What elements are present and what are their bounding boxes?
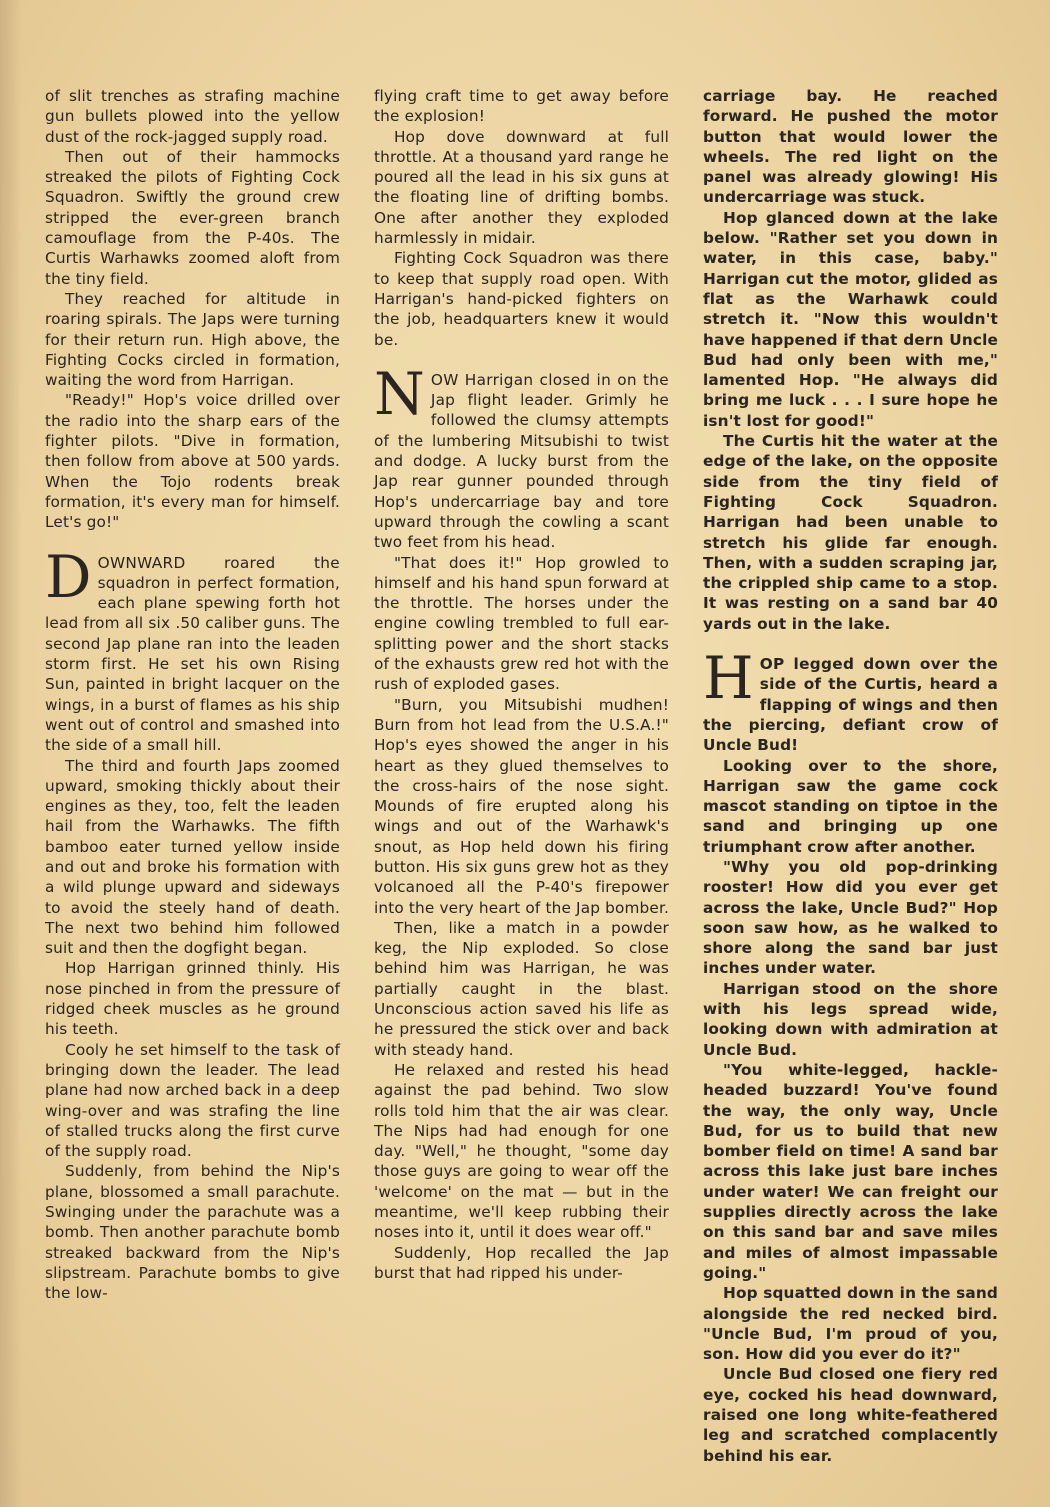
lead-in: OWNWARD roared the: [97, 553, 340, 572]
paragraph: Harrigan stood on the shore with his legs spread wide, looking down with admiration at Uncle Bud.: [703, 979, 998, 1059]
paragraph: carriage bay. He reached forward. He pushed the motor button that would lower the wheels. The red light on the panel was already glowing! His undercarriage was stuck.: [703, 87, 998, 207]
column-1: [45, 86, 340, 1466]
paragraph: "You white-legged, hackle-headed buzzard! You've found the way, the only way, Uncle Bud, for us to build that new bomber field on time! A sand bar across this lake just bare inches under water! We can freight our supplies directly across the lake on this sand bar and save miles and miles of almost impassable going.": [703, 1060, 998, 1282]
paragraph: Hop dove downward at full throttle. At a thousand yard range he poured all the lead in his six guns at the floating line of drifting bombs. One after another they exploded harmlessly in midair.: [374, 127, 669, 248]
paragraph: "Ready!" Hop's voice drilled over the radio into the sharp ears of the fighter pilots. "Dive in formation, then follow from above at 500 yards. When the Tojo rodents break formation, it's every man for himself. Let's go!": [45, 391, 340, 532]
lead-text: Jap flight leader. Grimly he followed the clumsy attempts of the lumbering Mitsubishi to twist and dodge. A lucky burst from the Jap rear gunner pounded through Hop's undercarriage bay and tore upward through the cowling a scant two feet from his head.: [374, 391, 669, 552]
lead-text: of the Curtis, heard a flapping of wings and then the piercing, defiant crow of Uncle Bud!: [703, 675, 998, 755]
lead-in: OW Harrigan closed in on the: [430, 370, 669, 389]
paragraph: Hop Harrigan grinned thinly. His nose pinched in from the pressure of ridged cheek muscles as he ground his teeth.: [45, 959, 340, 1039]
paragraph: flying craft time to get away before the explosion!: [374, 87, 669, 126]
paragraph: Looking over to the shore, Harrigan saw the game cock mascot standing on tiptoe in the sand and bringing up one triumphant crow after another.: [703, 756, 998, 856]
drop-cap: H: [703, 644, 754, 713]
section-now: [374, 359, 669, 1283]
paragraph: Fighting Cock Squadron was there to keep that supply road open. With Harrigan's hand-picked fighters on the job, headquarters knew it would be.: [374, 249, 669, 349]
paragraph: Hop squatted down in the sand alongside the red necked bird. "Uncle Bud, I'm proud of you, son. How did you ever do it?": [703, 1284, 998, 1364]
column-3: [703, 86, 998, 1466]
section-hop: [703, 644, 998, 1466]
lead-text: squadron in perfect formation, each plane spewing forth hot lead from all six .50 caliber guns. The second Jap plane ran into the leaden storm first. He set his own Rising Sun, painted in bright lacquer on the wings, in a burst of flames as his ship went out of control and smashed into the side of a small hill.: [45, 573, 340, 755]
story-page: [45, 86, 998, 1466]
paragraph: The Curtis hit the water at the edge of the lake, on the opposite side from the tiny field of Fighting Cock Squadron. Harrigan had been unable to stretch his glide far enough. Then, with a sudden scraping jar, the crippled ship came to a stop. It was resting on a sand bar 40 yards out in the lake.: [703, 432, 998, 633]
section-downward: [45, 542, 340, 1304]
paragraph: "Burn, you Mitsubishi mudhen! Burn from hot lead from the U.S.A.!" Hop's eyes showed the anger in his heart as they glued themselves to the cross-hairs of the nose sight. Mounds of fire erupted along his wings and out of the Warhawk's snout, as Hop held down his firing button. His six guns grew hot as they volcanoed all the P-40's firepower into the very heart of the Jap bomber.: [374, 695, 669, 917]
paragraph: They reached for altitude in roaring spirals. The Japs were turning for their return run. High above, the Fighting Cocks circled in formation, waiting the word from Harrigan.: [45, 289, 340, 390]
paragraph: Then, like a match in a powder keg, the Nip exploded. So close behind him was Harrigan, he was partially caught in the blast. Unconscious action saved his life as he pressured the stick over and back with steady hand.: [374, 918, 669, 1059]
paragraph: of slit trenches as strafing machine gun bullets plowed into the yellow dust of the rock-jagged supply road.: [45, 87, 340, 146]
paragraph: Hop glanced down at the lake below. "Rather set you down in water, in this case, baby." Harrigan cut the motor, glided as flat as the Warhawk could stretch it. "Now this wouldn't have happened if that dern Uncle Bud had only been with me," lamented Hop. "He always did bring me luck . . . I sure hope he isn't lost for good!": [703, 208, 998, 430]
section-lead-paragraph: [45, 542, 340, 756]
paragraph: "That does it!" Hop growled to himself and his hand spun forward at the throttle. The horses under the engine cowling trembled to full ear-splitting power and the short stacks of the exhausts grew red hot with the rush of exploded gases.: [374, 553, 669, 694]
column-2: [374, 86, 669, 1466]
drop-cap: D: [45, 542, 92, 611]
section-lead-paragraph: [374, 359, 669, 553]
paragraph: Suddenly, Hop recalled the Jap burst that had ripped his under-: [374, 1243, 669, 1282]
section-lead-paragraph: [703, 644, 998, 755]
paragraph: Then out of their hammocks streaked the pilots of Fighting Cock Squadron. Swiftly the ground crew stripped the ever-green branch camouflage from the P-40s. The Curtis Warhawks zoomed aloft from the tiny field.: [45, 147, 340, 288]
paragraph: Cooly he set himself to the task of bringing down the leader. The lead plane had now arched back in a deep wing-over and was strafing the line of stalled trucks along the first curve of the supply road.: [45, 1040, 340, 1161]
paragraph: Uncle Bud closed one fiery red eye, cocked his head downward, raised one long white-feathered leg and scratched complacently behind his ear.: [703, 1365, 998, 1465]
paragraph: The third and fourth Japs zoomed upward, smoking thickly about their engines as they, too, felt the leaden hail from the Warhawks. The fifth bamboo eater turned yellow inside and out and broke his formation with a wild plunge upward and sideways to avoid the steely hand of death. The next two behind him followed suit and then the dogfight began.: [45, 756, 340, 958]
lead-in: OP legged down over the side: [759, 655, 998, 694]
page-edge-shadow: [0, 0, 22, 1507]
drop-cap: N: [374, 359, 425, 428]
paragraph: Suddenly, from behind the Nip's plane, blossomed a small parachute. Swinging under the parachute was a bomb. Then another parachute bomb streaked backward from the Nip's slipstream. Parachute bombs to give the low-: [45, 1162, 340, 1303]
paragraph: "Why you old pop-drinking rooster! How did you ever get across the lake, Uncle Bud?" Hop soon saw how, as he walked to shore along the sand bar just inches under water.: [703, 857, 998, 978]
paragraph: He relaxed and rested his head against the pad behind. Two slow rolls told him that the air was clear. The Nips had had enough for one day. "Well," he thought, "some day those guys are going to wear off the 'welcome' on the mat — but in the meantime, we'll keep rubbing their noses into it, until it does wear off.": [374, 1060, 669, 1242]
